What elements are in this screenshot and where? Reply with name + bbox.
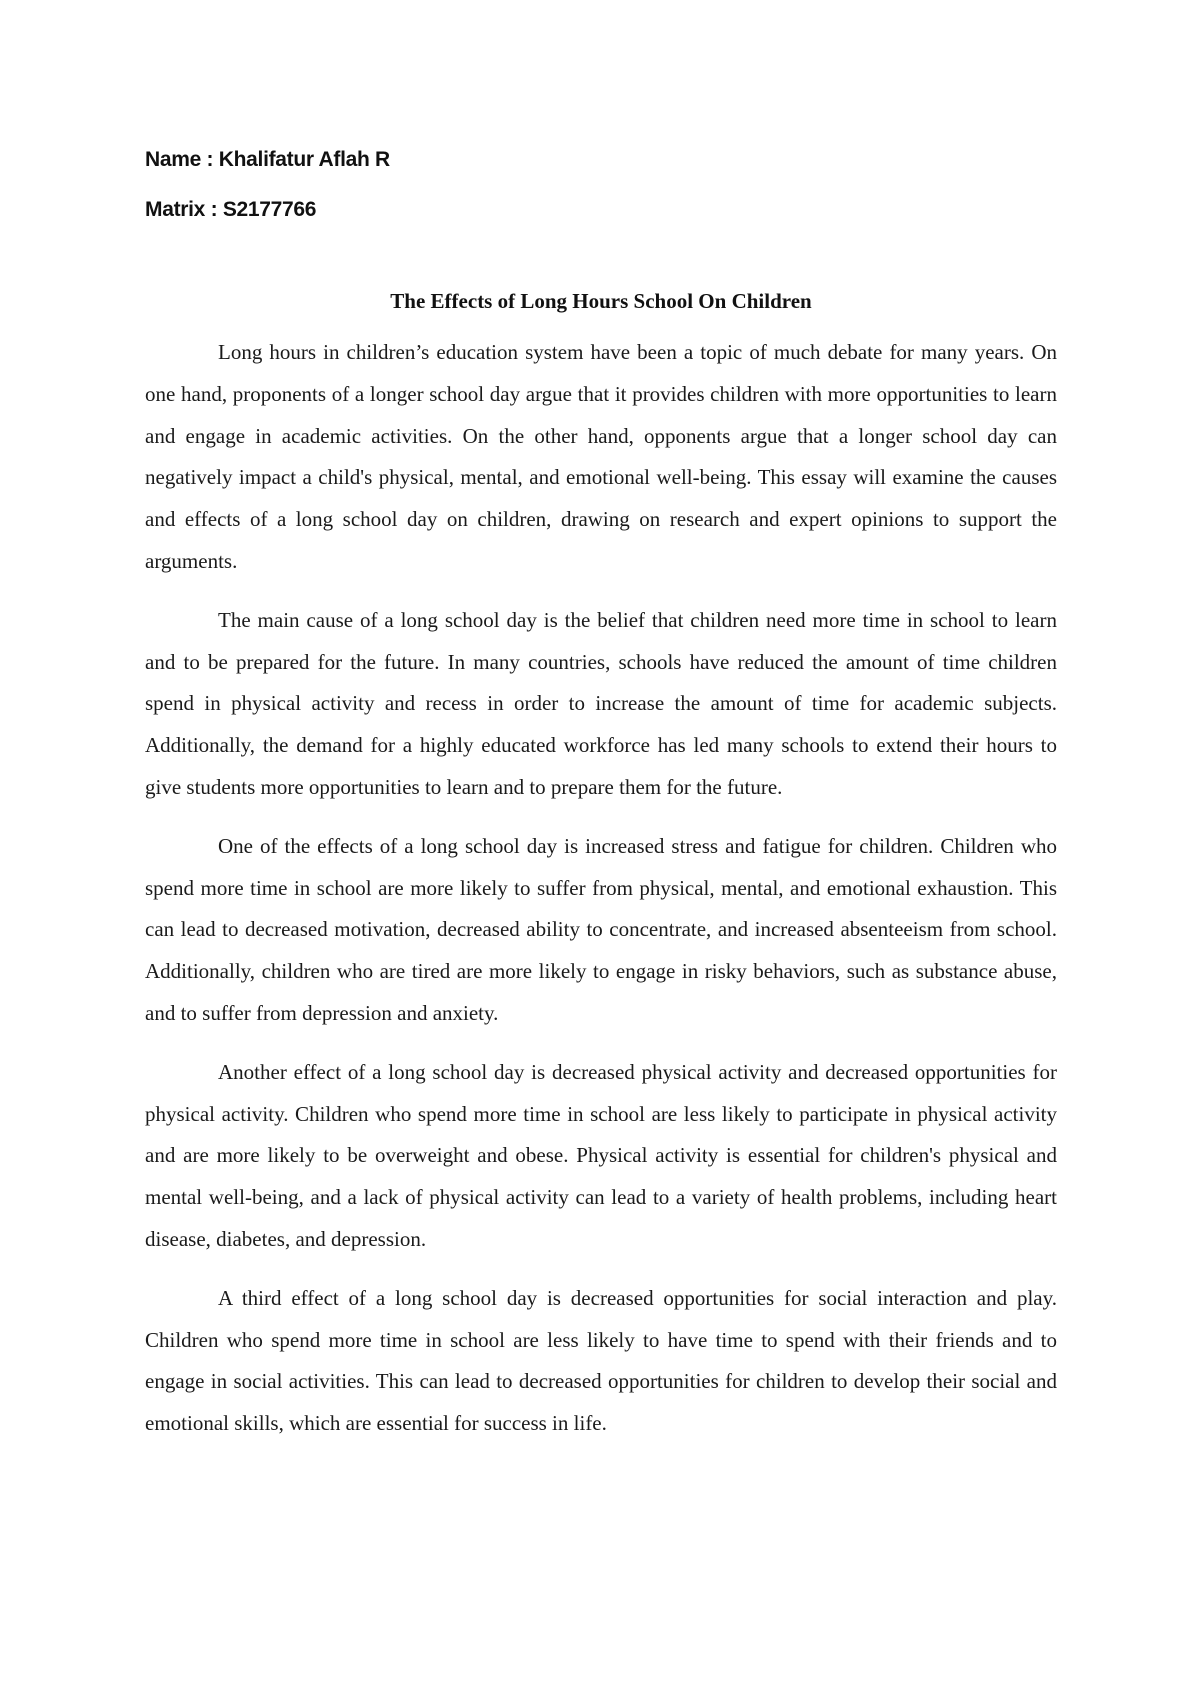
paragraph-cause: The main cause of a long school day is the belief that children need more time in school to learn and to be prepared for the future. In many countries, schools have reduced the amount of time children spend in physical activity and recess in order to increase the amount of time for academic subjects. Additionally, the demand for a highly educated workforce has led many schools to extend their hours to give students more opportunities to learn and to prepare them for the future. [145, 607, 1057, 799]
paragraph-effect-social: A third effect of a long school day is decreased opportunities for social interaction and play. Children who spend more time in school are less likely to have time to spend with their friends and to engage in social activities. This can lead to decreased opportunities for children to develop their social and emotional skills, which are essential for success in life. [145, 1285, 1057, 1436]
student-name: Name : Khalifatur Aflah R [145, 148, 390, 171]
paragraph-intro: Long hours in children’s education system have been a topic of much debate for many years. On one hand, proponents of a longer school day argue that it provides children with more opportunities to learn and engage in academic activities. On the other hand, opponents argue that a longer school day can negatively impact a child's physical, mental, and emotional well-being. This essay will examine the causes and effects of a long school day on children, drawing on research and expert opinions to support the arguments. [145, 340, 1057, 573]
paragraph-effect-stress: One of the effects of a long school day is increased stress and fatigue for children. Children who spend more time in school are more likely to suffer from physical, mental, and emotional exhaustion. This can lead to decreased motivation, decreased ability to concentrate, and increased absenteeism from school. Additionally, children who are tired are more likely to engage in risky behaviors, such as substance abuse, and to suffer from depression and anxiety. [145, 833, 1057, 1025]
essay-title: The Effects of Long Hours School On Children [390, 289, 812, 313]
essay-body [145, 332, 1057, 1462]
student-matrix-number: Matrix : S2177766 [145, 198, 317, 221]
paragraph-effect-physical: Another effect of a long school day is decreased physical activity and decreased opportunities for physical activity. Children who spend more time in school are less likely to participate in physical activity and are more likely to be overweight and obese. Physical activity is essential for children's physical and mental well-being, and a lack of physical activity can lead to a variety of health problems, including heart disease, diabetes, and depression. [145, 1059, 1057, 1251]
